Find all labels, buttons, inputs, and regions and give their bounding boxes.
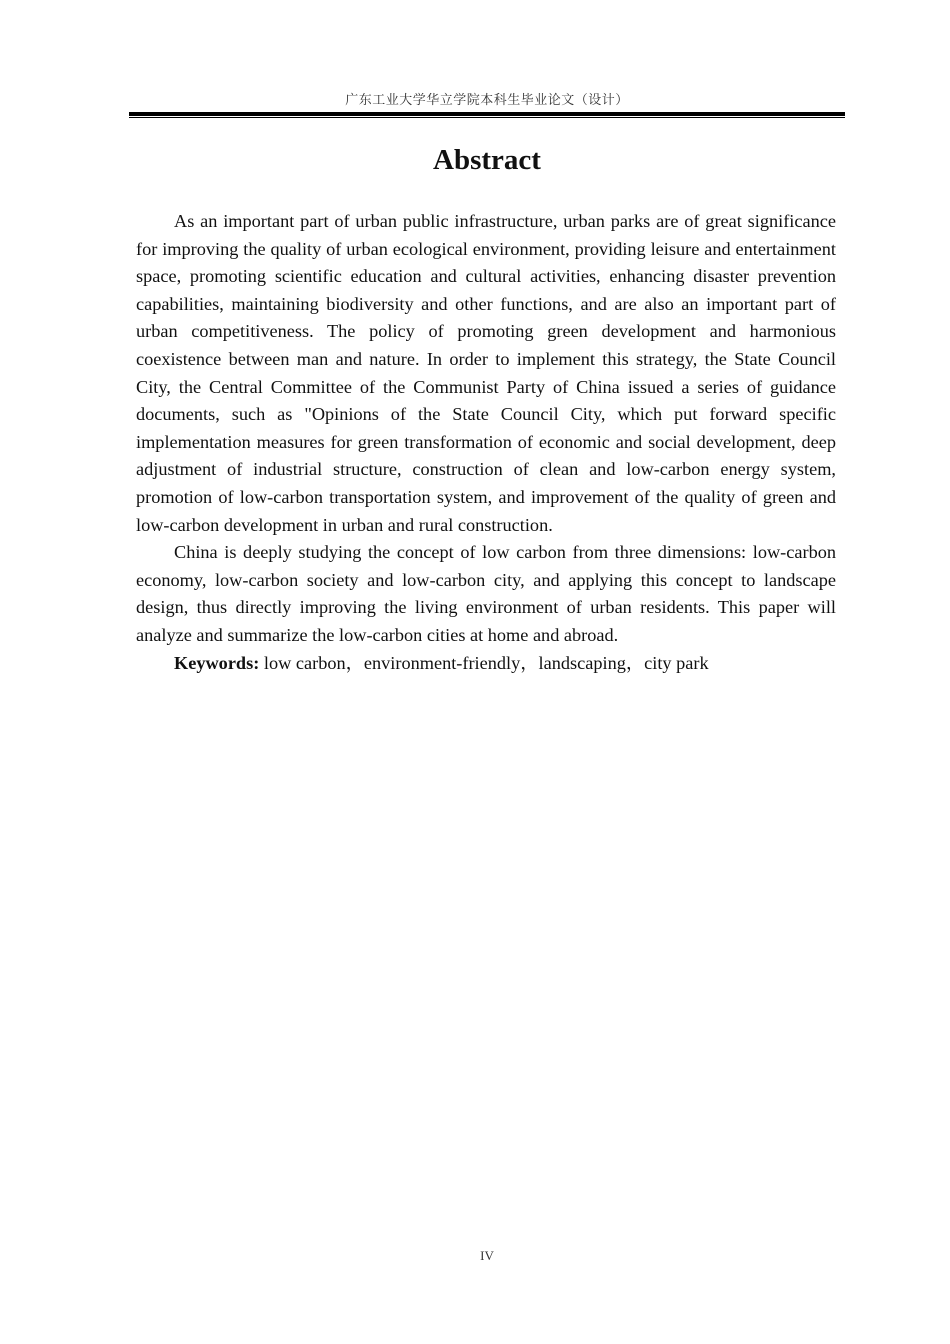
keywords-list: low carbon，environment-friendly，landscaping，city park <box>263 652 709 673</box>
keywords-line <box>136 650 836 678</box>
running-header: 广东工业大学华立学院本科生毕业论文（设计） <box>345 93 629 108</box>
page-number: IV <box>480 1248 494 1263</box>
header-rule-thin <box>129 117 845 118</box>
abstract-body <box>136 208 836 677</box>
keywords-label: Keywords: <box>174 652 260 673</box>
page-title: Abstract <box>433 144 541 176</box>
abstract-paragraph-1: As an important part of urban public infrastructure, urban parks are of great significance for improving the quality of urban ecological environment, providing leisure and entertainment space, promoting scientific education and cultural activities, enhancing disaster prevention capabilities, maintaining biodiversity and other functions, and are also an important part of urban competitiveness. The policy of promoting green development and harmonious coexistence between man and nature. In order to implement this strategy, the State Council City, the Central Committee of the Communist Party of China issued a series of guidance documents, such as "Opinions of the State Council City, which put forward specific implementation measures for green transformation of economic and social development, deep adjustment of industrial structure, construction of clean and low-carbon energy system, promotion of low-carbon transportation system, and improvement of the quality of green and low-carbon development in urban and rural construction. <box>136 211 836 535</box>
abstract-paragraph-2: China is deeply studying the concept of low carbon from three dimensions: low-carbon economy, low-carbon society and low-carbon city, and applying this concept to landscape design, thus directly improving the living environment of urban residents. This paper will analyze and summarize the low-carbon cities at home and abroad. <box>136 542 836 645</box>
header-rule-thick <box>129 112 845 116</box>
